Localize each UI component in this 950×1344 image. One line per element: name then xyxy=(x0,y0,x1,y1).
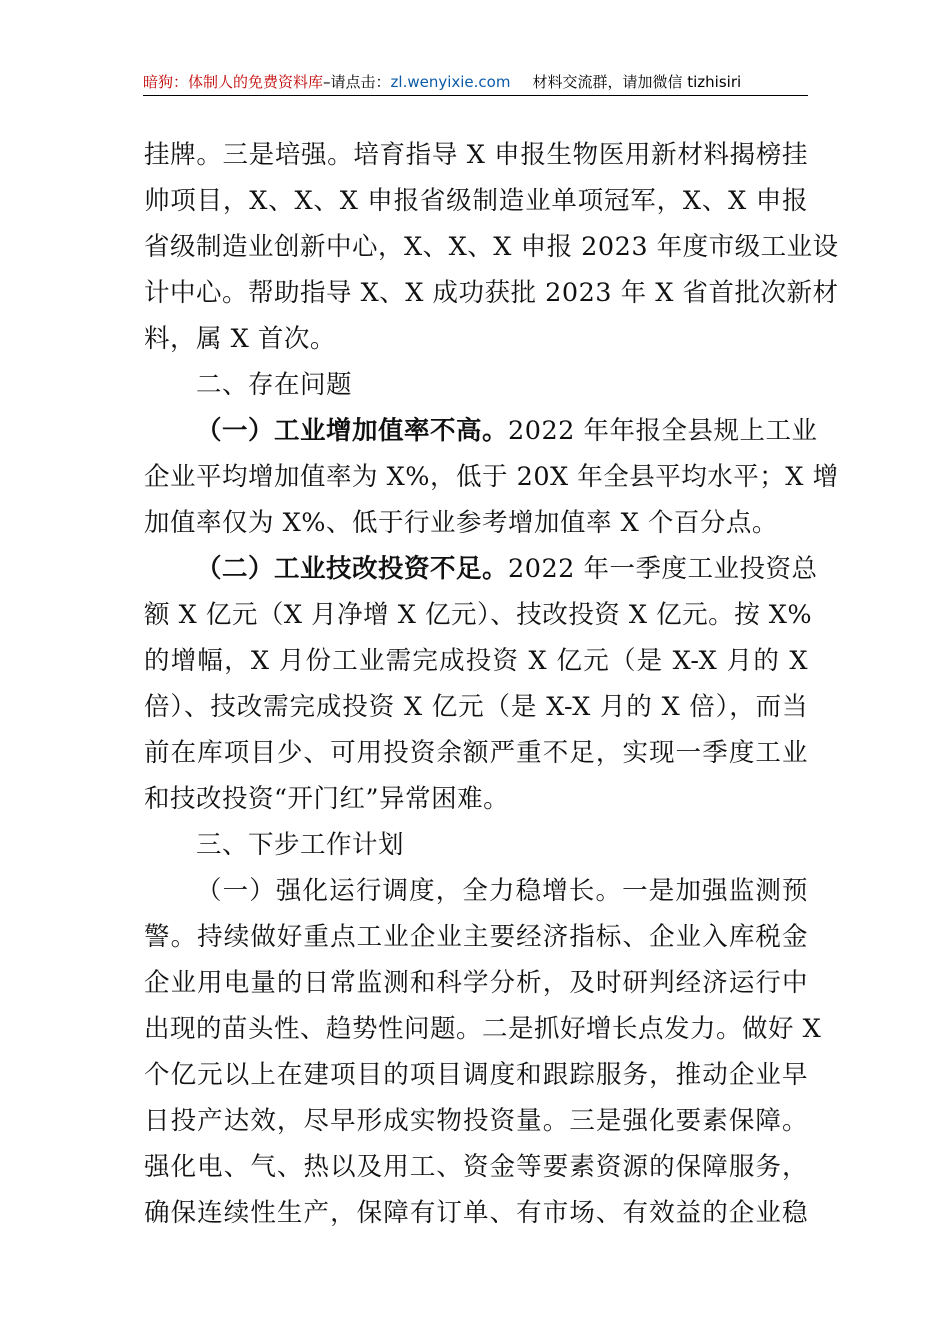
section-heading-problems: 二、存在问题 xyxy=(196,370,353,400)
section-heading-plan: 三、下步工作计划 xyxy=(196,830,405,860)
body-line: 出现的苗头性、趋势性问题。二是抓好增长点发力。做好 X xyxy=(144,1014,822,1044)
body-line: 日投产达效，尽早形成实物投资量。三是强化要素保障。 xyxy=(144,1106,808,1136)
body-line xyxy=(144,408,818,454)
body-line: （一）强化运行调度，全力稳增长。一是加强监测预 xyxy=(196,876,808,906)
body-line: 企业平均增加值率为 X%，低于 20X 年全县平均水平；X 增 xyxy=(144,462,839,492)
header-brand: 暗狗：体制人的免费资料库 xyxy=(143,73,324,91)
body-line: 前在库项目少、可用投资余额严重不足，实现一季度工业 xyxy=(144,738,808,768)
body-line: 强化电、气、热以及用工、资金等要素资源的保障服务， xyxy=(144,1152,808,1182)
header-click-text: –请点击： xyxy=(323,73,391,91)
body-line: 挂牌。三是培强。培育指导 X 申报生物医用新材料揭榜挂 xyxy=(144,140,808,170)
body-line: 的增幅，X 月份工业需完成投资 X 亿元（是 X-X 月的 X xyxy=(144,646,808,676)
body-line: 企业用电量的日常监测和科学分析，及时研判经济运行中 xyxy=(144,968,808,998)
header-divider xyxy=(143,95,808,96)
page-header xyxy=(143,71,808,95)
header-contact: 材料交流群，请加微信 tizhisiri xyxy=(532,73,742,91)
body-line-text: 2022 年一季度工业投资总 xyxy=(508,554,818,584)
body-line: 和技改投资“开门红”异常困难。 xyxy=(144,784,510,814)
body-line: 料，属 X 首次。 xyxy=(144,324,336,354)
body-line: 帅项目，X、X、X 申报省级制造业单项冠军，X、X 申报 xyxy=(144,186,808,216)
body-line: 个亿元以上在建项目的项目调度和跟踪服务，推动企业早 xyxy=(144,1060,808,1090)
subheading-1: （一）工业增加值率不高。 xyxy=(196,416,509,446)
body-line: 加值率仅为 X%、低于行业参考增加值率 X 个百分点。 xyxy=(144,508,778,538)
body-line: 倍）、技改需完成投资 X 亿元（是 X-X 月的 X 倍），而当 xyxy=(144,692,808,722)
body-line: 额 X 亿元（X 月净增 X 亿元）、技改投资 X 亿元。按 X% xyxy=(144,600,813,630)
body-line-text: 2022 年年报全县规上工业 xyxy=(508,416,818,446)
body-line xyxy=(144,546,818,592)
header-url-link[interactable]: zl.wenyixie.com xyxy=(390,73,511,91)
body-line: 计中心。帮助指导 X、X 成功获批 2023 年 X 省首批次新材 xyxy=(144,278,839,308)
body-line: 警。持续做好重点工业企业主要经济指标、企业入库税金 xyxy=(144,922,808,952)
document-body xyxy=(144,132,839,1236)
body-line: 省级制造业创新中心，X、X、X 申报 2023 年度市级工业设 xyxy=(144,232,839,262)
subheading-2: （二）工业技改投资不足。 xyxy=(196,554,509,584)
body-line: 确保连续性生产，保障有订单、有市场、有效益的企业稳 xyxy=(144,1198,808,1228)
